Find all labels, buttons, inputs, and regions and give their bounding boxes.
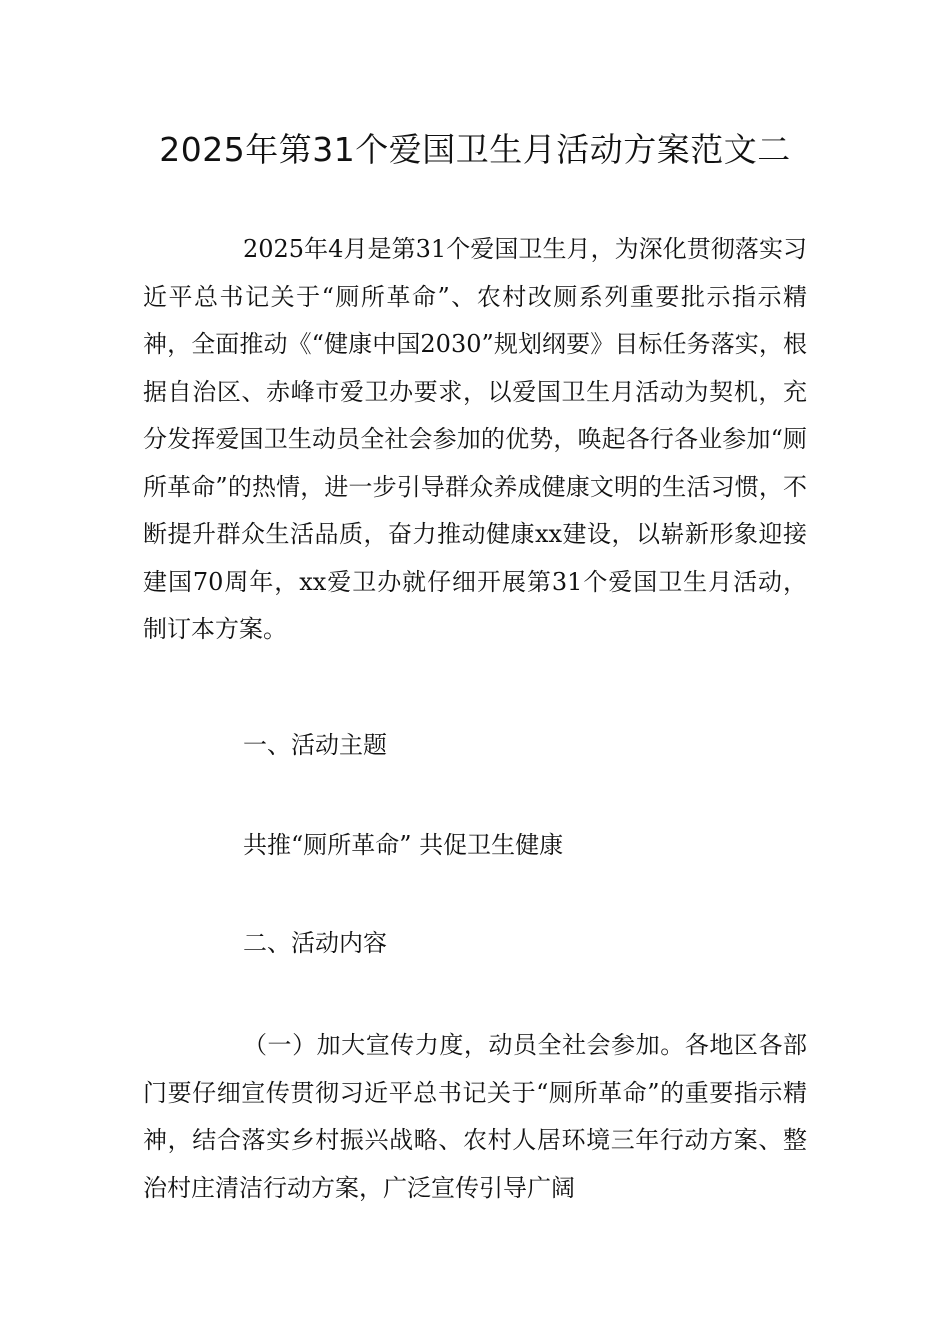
document-title: 2025年第31个爱国卫生月活动方案范文二: [159, 130, 791, 169]
section-heading-theme: 一、活动主题: [243, 731, 387, 759]
intro-paragraph: 2025年4月是第31个爱国卫生月，为深化贯彻落实习近平总书记关于“厕所革命”、农村改厕系列重要批示指示精神，全面推动《“健康中国2030”规划纲要》目标任务落实，根据自治区、赤峰市爱卫办要求，以爱国卫生月活动为契机，充分发挥爱国卫生动员全社会参加的优势，唤起各行各业参加“厕所革命”的热情，进一步引导群众养成健康文明的生活习惯，不断提升群众生活品质，奋力推动健康xx建设，以崭新形象迎接建国70周年，xx爱卫办就仔细开展第31个爱国卫生月活动，制订本方案。: [143, 235, 807, 643]
section-heading-content: 二、活动内容: [243, 929, 387, 957]
theme-text: 共推“厕所革命” 共促卫生健康: [243, 831, 564, 859]
content-paragraph-1: （一）加大宣传力度，动员全社会参加。各地区各部门要仔细宣传贯彻习近平总书记关于“厕所革命”的重要指示精神，结合落实乡村振兴战略、农村人居环境三年行动方案、整治村庄清洁行动方案，广泛宣传引导广阔: [143, 1031, 807, 1202]
